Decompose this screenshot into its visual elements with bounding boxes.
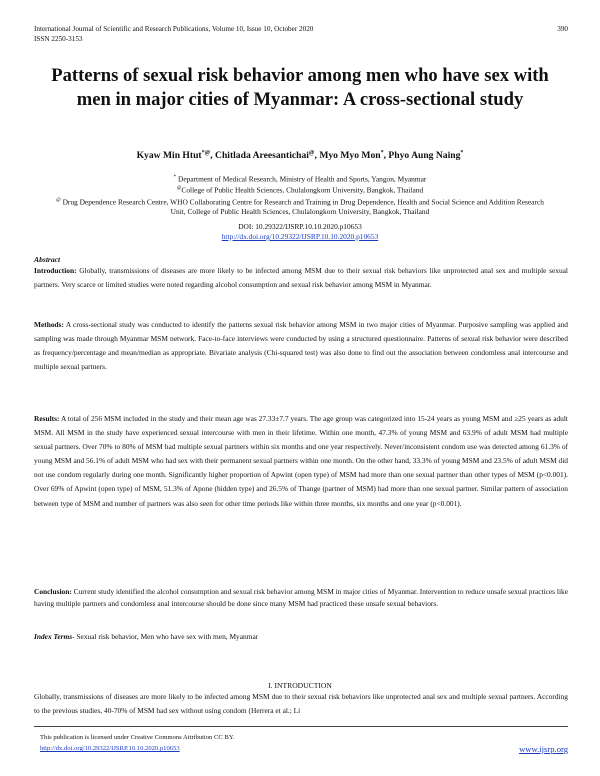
index-terms [34,630,568,644]
abstract-conclusion [34,586,568,609]
abstract-methods [34,318,568,374]
license-text: This publication is licensed under Creative Commons Attribution CC BY. [40,734,235,741]
author-name: Phyo Aung Naing [388,150,461,162]
section-heading [0,681,600,690]
page-number: 390 [557,25,568,33]
footer-doi-link[interactable]: http://dx.doi.org/10.29322/IJSRP.10.10.2020.p10653 [40,745,180,752]
intro-text: Globally, transmissions of diseases are more likely to be infected among MSM due to their sexual risk behaviors like unprotected anal sex and multiple sexual partners. Very scarce or limited studies were noted regarding alcohol consumption and sexual risk behavior among MSM in Myanmar. [34,266,568,290]
section-title-first: I [274,681,278,690]
issn-line: ISSN 2250-3153 [34,35,83,43]
author-list: Kyaw Min Htut*@, Chitlada Areesantichai@, Myo Myo Mon*, Phyo Aung Naing* [136,150,464,162]
methods-text: A cross-sectional study was conducted to identify the patterns sexual risk behavior among MSM in two major cities of Myanmar. Purposive sampling was applied and sampling was made through Myanmar MSM network. Face-to-face interviews were conducted by using a structured questionnaire. Patterns of sexual risk behavior were described as frequency/percentage and mean/median as appropriate. Bivariate analysis (Chi-squared test) was also done to find out the association between condomless anal intercourse and multiple sexual partners. [34,320,568,372]
affiliation: * Department of Medical Research, Ministry of Health and Sports, Yangon, Myanmar [173,174,427,184]
doi-link[interactable]: http://dx.doi.org/10.29322/IJSRP.10.10.2020.p10653 [221,232,379,241]
index-terms-head: Index Terms [34,632,73,641]
footer-block [40,732,234,754]
affiliation: @College of Public Health Sciences, Chulalongkorn University, Bangkok, Thailand [176,185,424,195]
doi-label: DOI: 10.29322/IJSRP.10.10.2020.p10653 [238,222,362,231]
author-mark: *@ [201,150,211,156]
journal-website-link[interactable]: www.ijsrp.org [519,744,568,754]
intro-head: Introduction: [34,266,77,275]
author-name: Chitlada Areesantichai [215,150,309,162]
intro-paragraph: Globally, transmissions of diseases are more likely to be infected among MSM due to their sexual risk behaviors like unprotected anal sex and multiple sexual partners. According to the previous studies, 40-70% of MSM had sex without using condom (Herrera et al.; Li [34,692,568,716]
results-head: Results: [34,414,60,423]
author-name: Kyaw Min Htut [136,150,202,162]
methods-head: Methods: [34,320,64,329]
author-mark: @ [308,150,315,156]
abstract-label: Abstract [34,255,61,264]
running-header [34,24,568,44]
index-terms-text: - Sexual risk behavior, Men who have sex with men, Myanmar [72,632,259,641]
affiliations [52,173,548,217]
section-title-rest: NTRODUCTION [277,681,332,690]
results-text: A total of 256 MSM included in the study and their mean age was 27.33±7.7 years. The age group was categorized into 15-24 years as young MSM and ≥25 years as adult MSM. All MSM in the study have experienced sexual intercourse with men in their lifetime. Within one month, 47.3% of young MSM and 63.9% of adult MSM had multiple sexual partners. Over 70% to 80% of MSM had multiple sexual partners within six months and one year respectively. Never/inconsistent condom use was detected among 61.3% of young MSM and 56.1% of adult MSM who had sex with their permanent sexual partners within one month. On the other hand, 33.3% of young MSM and 23.5% of adult MSM did not use condom regularly during one month. Significantly higher proportion of Apwint (open type) of MSM had more than one sexual partner than other types of MSM (p<0.001). Over 69% of Apwint (open type) of MSM, 51.3% of Apone (hidden type) and 26.5% of Thange (partner of MSM) had more than one sexual partner. Similar pattern of association between type of MSM and number of partners was also seen for other time periods like within three months, six months and one year (p<0.001). [34,414,568,508]
conclusion-text: Current study identified the alcohol consumption and sexual risk behavior among MSM in major cities of Myanmar. Intervention to reduce unsafe sexual practices like having multiple partners and condomless anal intercourse should be done since many MSM had practiced these unsafe sexual behaviors. [34,587,568,608]
doi-block [40,222,560,242]
conclusion-head: Conclusion: [34,587,72,596]
author-name: Myo Myo Mon [319,150,381,162]
abstract-introduction [34,264,568,292]
affiliation: @ Drug Dependence Research Centre, WHO Collaborating Centre for Research and Training in Drug Dependence, Health and Social Science and Addition Research Unit, College of Public Health Sciences, Chulalongkorn University, Bangkok, Thailand [56,197,544,216]
footer-divider [34,726,568,727]
abstract-results [34,412,568,511]
author-mark: * [380,150,384,156]
paper-title: Patterns of sexual risk behavior among men who have sex with men in major cities of Myanmar: A cross-sectional study [51,65,549,110]
author-mark: * [460,150,464,156]
section-numeral: I. [268,681,273,690]
journal-line: International Journal of Scientific and Research Publications, Volume 10, Issue 10, October 2020 [34,25,314,33]
